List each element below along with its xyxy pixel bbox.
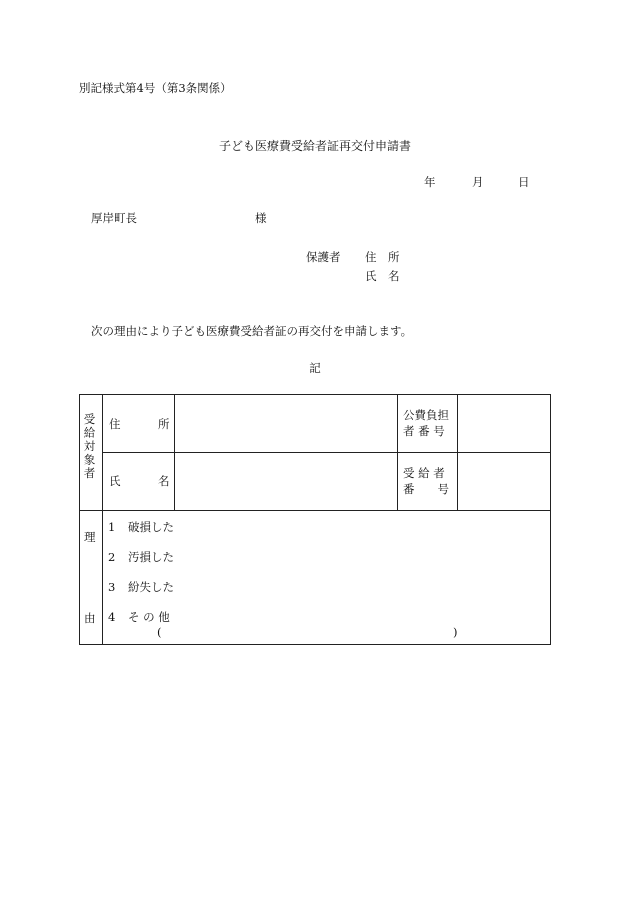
other-open-paren: (: [157, 625, 162, 639]
date-month: 月: [472, 175, 484, 189]
recipient-address-label-2: 所: [158, 417, 170, 431]
request-statement: 次の理由により子ども医療費受給者証の再交付を申請します。: [91, 324, 413, 338]
other-close-paren: ): [453, 625, 458, 639]
divider: [80, 510, 551, 511]
reason-option-3[interactable]: [108, 580, 174, 595]
form-title: 子ども医療費受給者証再交付申請書: [218, 139, 411, 153]
reason-number: 1: [108, 520, 116, 534]
ki-label: 記: [309, 361, 321, 375]
divider: [102, 452, 551, 453]
addressee-honorific: 様: [255, 211, 267, 225]
reason-text: 汚損した: [127, 550, 174, 564]
addressee-name: 厚岸町長: [91, 211, 137, 225]
reason-option-2[interactable]: [108, 550, 174, 565]
reason-text: 紛失した: [127, 580, 174, 594]
public-payer-number-field[interactable]: [459, 396, 550, 451]
reason-label-top: 理: [84, 530, 96, 544]
public-payer-label-1: 公費負担: [403, 408, 449, 422]
reason-option-1[interactable]: [108, 520, 174, 535]
public-payer-label-2: 者 番 号: [403, 424, 445, 438]
reason-number: 4: [108, 610, 116, 624]
date-year: 年: [424, 175, 436, 189]
date-day: 日: [518, 175, 530, 189]
recipient-name-label-1: 氏: [109, 474, 121, 488]
recipient-name-label-2: 名: [158, 474, 170, 488]
reason-label-bottom: 由: [84, 611, 96, 625]
recipient-address-field[interactable]: [176, 396, 396, 451]
application-table: [79, 394, 551, 645]
reason-text: 破損した: [127, 520, 174, 534]
reason-number: 2: [108, 550, 116, 564]
guardian-address-label: 住 所: [365, 250, 400, 264]
recipient-number-label-1: 受 給 者: [403, 466, 445, 480]
divider: [102, 395, 103, 644]
recipient-number-label-2: 番 号: [403, 482, 449, 496]
recipient-number-field[interactable]: [459, 454, 550, 509]
reason-text: そ の 他: [127, 610, 170, 624]
recipient-address-label-1: 住: [109, 417, 121, 431]
other-reason-field[interactable]: [170, 625, 450, 640]
form-number: 別記様式第4号（第3条関係）: [79, 81, 232, 95]
recipient-name-field[interactable]: [176, 454, 396, 509]
reason-number: 3: [108, 580, 116, 594]
reason-option-4[interactable]: [108, 610, 170, 625]
guardian-name-label: 氏 名: [365, 269, 400, 283]
recipient-header: 受給対象者: [82, 413, 97, 481]
guardian-label: 保護者: [306, 250, 341, 264]
